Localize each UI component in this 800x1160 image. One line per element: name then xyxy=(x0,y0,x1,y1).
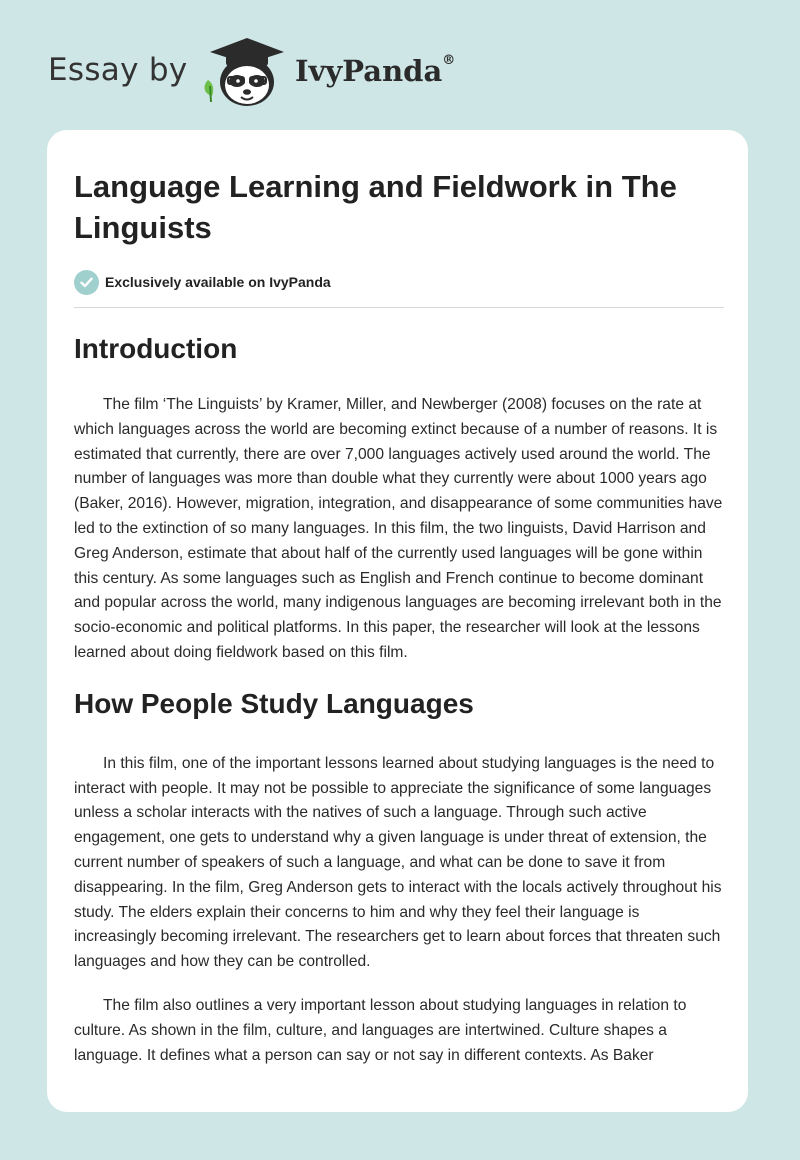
paragraph: The film also outlines a very important lesson about studying languages in relation to culture. As shown in the film, culture, and languages are intertwined. Culture shapes a language. It defines what a person can say or not say in different contexts. As Baker xyxy=(74,996,687,1064)
checkmark-icon xyxy=(74,270,99,295)
registered-mark: ® xyxy=(442,53,456,69)
paragraph: The film ‘The Linguists’ by Kramer, Miller, and Newberger (2008) focuses on the rate at which languages across the world are becoming extinct because of a number of reasons. It is estimated that currently, there are over 7,000 languages actively used around the world. The number of languages was more than double what they currently were about 1000 years ago (Baker, 2016). However, migration, integration, and disappearance of some communities have led to the extinction of so many languages. In this film, the two linguists, David Harrison and Greg Anderson, estimate that about half of the currently used languages will be gone within this century. As some languages such as English and French continue to become dominant and popular across the world, many indigenous languages are becoming irrelevant both in the socio-economic and political platforms. In this paper, the researcher will look at the lessons learned about doing fieldwork based on this film. xyxy=(74,396,723,661)
exclusive-badge-label: Exclusively available on IvyPanda xyxy=(105,274,331,290)
divider xyxy=(74,307,724,308)
panda-logo-icon[interactable] xyxy=(200,36,292,110)
site-header xyxy=(0,0,800,130)
exclusive-badge xyxy=(74,269,724,295)
essay-content xyxy=(74,166,724,1068)
essay-title: Language Learning and Fieldwork in The Linguists xyxy=(74,169,677,245)
section-heading-how-people-study-languages: How People Study Languages xyxy=(74,687,474,719)
brand-name[interactable]: IvyPanda® xyxy=(295,53,456,88)
paragraph: In this film, one of the important lessons learned about studying languages is the need to interact with people. It may not be possible to appreciate the significance of some languages unless a scholar interacts with the natives of such a language. Through such active engagement, one gets to understand why a given language is under threat of extension, the current number of speakers of such a language, and what can be done to save it from disappearing. In the film, Greg Anderson gets to interact with the locals actively throughout his study. The elders explain their concerns to him and why they feel their language is increasingly becoming irrelevant. The researchers get to learn about forces that threaten such languages and how they can be controlled. xyxy=(74,754,722,971)
essay-card xyxy=(47,130,748,1112)
section-heading-introduction: Introduction xyxy=(74,333,238,364)
essay-by-label: Essay by xyxy=(48,52,188,88)
